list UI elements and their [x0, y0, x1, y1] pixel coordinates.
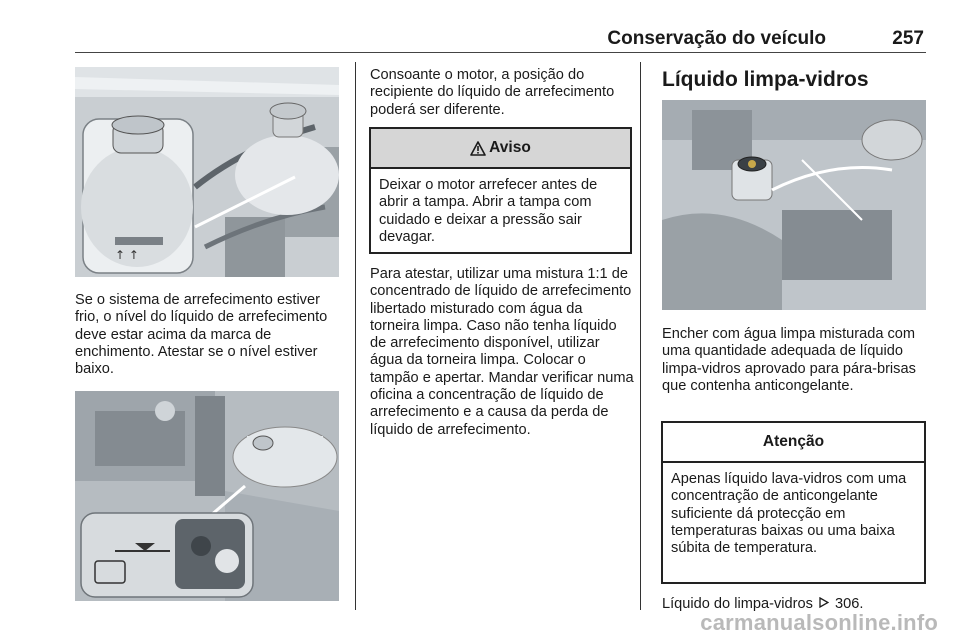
column-divider-2 [640, 62, 641, 610]
washer-fill-paragraph: Encher com água limpa misturada com uma quantidade adequada de líquido limpa-vidros aprovado para pára-brisas que contenha anticongelante. [662, 326, 916, 394]
watermark: carmanualsonline.info [700, 610, 938, 635]
washer-reservoir-illustration [662, 100, 926, 310]
section-title: Conservação do veículo [607, 28, 826, 49]
reservoir-position-paragraph: Consoante o motor, a posição do recipiente do líquido de arrefecimento poderá ser diferente. [370, 67, 615, 118]
washer-fluid-heading: Líquido limpa-vidros [662, 68, 869, 91]
coolant-reservoir-photo [75, 67, 339, 277]
warning-body: Deixar o motor arrefecer antes de abrir a tampa. Abrir a tampa com cuidado e deixar a pressão sair devagar. [379, 177, 598, 245]
page-number: 257 [892, 28, 924, 49]
column-divider-1 [355, 62, 356, 610]
notice-box [661, 421, 926, 584]
coolant-level-paragraph: Se o sistema de arrefecimento estiver frio, o nível do líquido de arrefecimento deve estar acima da marca de enchimento. Atestar se o nível estiver baixo. [75, 292, 328, 378]
notice-title: Atenção [762, 433, 825, 450]
warning-box [369, 127, 632, 254]
notice-box-header [663, 423, 924, 463]
engine-bay-photo [75, 391, 339, 601]
warning-triangle-icon [470, 141, 486, 156]
coolant-reservoir-illustration [75, 67, 339, 277]
refill-instructions-paragraph: Para atestar, utilizar uma mistura 1:1 de concentrado de líquido de arrefecimento libertado misturado com água da torneira limpa. Caso não tenha líquido de arrefecimento disponível, utilizar água da torneira limpa. Colocar o tampão e apertar. Mandar verificar numa oficina a concentração de líquido de arrefecimento e a causa da perda de líquido de arrefecimento. [370, 266, 634, 438]
washer-reservoir-photo [662, 100, 926, 310]
engine-bay-illustration [75, 391, 339, 601]
reference-arrow-icon [819, 597, 829, 608]
reference-text: Líquido do limpa-vidros [662, 596, 813, 612]
warning-title: Aviso [489, 139, 531, 156]
warning-box-header [371, 129, 630, 169]
notice-body: Apenas líquido lava-vidros com uma concentração de anticongelante suficiente dá protecção em temperaturas baixas ou uma baixa súbita de temperatura. [671, 471, 907, 557]
svg-text:↑ ↑: ↑ ↑ [115, 248, 139, 262]
reference-page: 306. [835, 596, 864, 612]
page-header [75, 26, 926, 53]
